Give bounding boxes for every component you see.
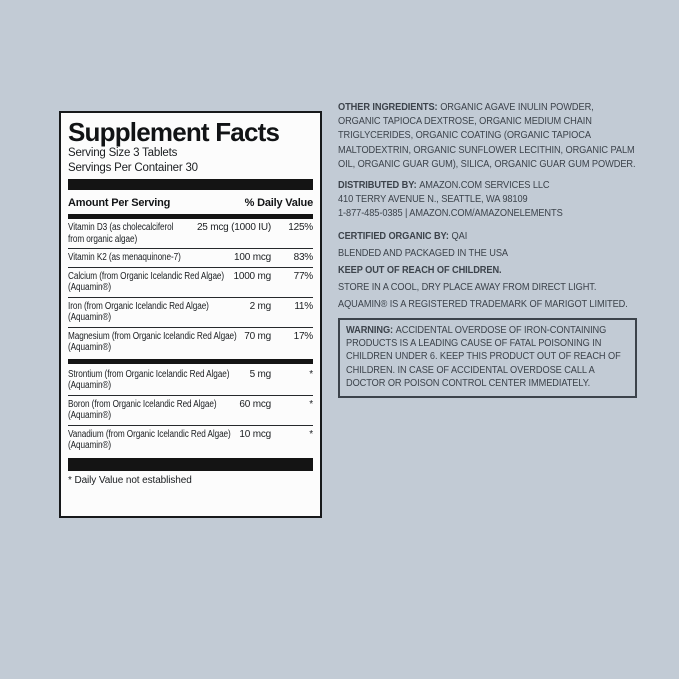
nutrient-name: Vitamin D3 (as cholecalciferol from organic algae)	[68, 222, 174, 245]
other-ingredients	[338, 100, 637, 171]
nutrient-name: Calcium (from Organic Icelandic Red Algae) (Aquamin®)	[68, 270, 225, 293]
nutrient-name: Iron (from Organic Icelandic Red Algae) (Aquamin®)	[68, 300, 209, 323]
warning-label: WARNING:	[346, 323, 394, 336]
iron-warning-text	[346, 324, 629, 391]
nutrient-name: Vitamin K2 (as menaquinone-7)	[68, 252, 181, 263]
nutrient-daily-value: 77%	[293, 270, 313, 282]
nutrient-daily-value: 83%	[293, 252, 313, 263]
nutrient-amount: 60 mcg	[239, 398, 271, 410]
servings-per-container: Servings Per Container 30	[68, 161, 198, 174]
nutrient-amount: 2 mg	[249, 300, 271, 312]
certified-organic-label: CERTIFIED ORGANIC BY:	[338, 229, 449, 242]
nutrient-amount: 100 mcg	[234, 252, 271, 263]
nutrient-daily-value: 17%	[293, 330, 313, 342]
certified-organic-value: QAI	[451, 229, 468, 242]
distributor-address: 410 TERRY AVENUE N., SEATTLE, WA 98109	[338, 193, 528, 206]
distributor-contact: 1-877-485-0385 | AMAZON.COM/AMAZONELEMENTS	[338, 207, 563, 220]
other-ingredients-text: ORGANIC AGAVE INULIN POWDER, ORGANIC TAPIOCA DEXTROSE, ORGANIC MEDIUM CHAIN TRIGLYCERIDES, ORGANIC COATING (ORGANIC TAPIOCA MALTODEXTRIN, ORGANIC SUNFLOWER LECITHIN, ORGANIC PALM OIL, ORGANIC GUAR GUM), SILICA, ORGANIC GUAR GUM POWDER.	[338, 101, 636, 170]
certified-organic	[338, 229, 637, 243]
nutrient-row	[68, 267, 313, 297]
nutrient-amount: 70 mg	[244, 330, 271, 342]
other-ingredients-label: OTHER INGREDIENTS:	[338, 101, 438, 113]
distributed-by-text: AMAZON.COM SERVICES LLC	[419, 179, 550, 192]
nutrient-daily-value: *	[309, 428, 313, 440]
label-info-panel	[338, 100, 637, 398]
nutrient-row	[68, 327, 313, 357]
distributed-by-block	[338, 178, 637, 221]
nutrient-daily-value: 11%	[294, 300, 313, 312]
nutrient-daily-value: *	[309, 368, 313, 380]
nutrient-name: Boron (from Organic Icelandic Red Algae) (Aquamin®)	[68, 398, 217, 421]
nutrient-row	[68, 395, 313, 425]
nutrient-row	[68, 219, 313, 248]
nutrient-name: Strontium (from Organic Icelandic Red Algae) (Aquamin®)	[68, 368, 230, 391]
supplement-facts-panel	[59, 111, 322, 518]
divider-bar	[68, 179, 313, 190]
nutrient-row	[68, 248, 313, 267]
nutrient-amount: 1000 mg	[233, 270, 271, 282]
nutrient-amount: 10 mcg	[239, 428, 271, 440]
nutrient-row	[68, 425, 313, 455]
nutrient-amount: 25 mcg (1000 IU)	[196, 222, 271, 233]
trademark-note: AQUAMIN® IS A REGISTERED TRADEMARK OF MARIGOT LIMITED.	[338, 298, 628, 311]
nutrient-amount: 5 mg	[249, 368, 271, 380]
blended-packaged-note: BLENDED AND PACKAGED IN THE USA	[338, 246, 508, 259]
nutrient-table-header	[68, 193, 313, 212]
serving-size: Serving Size 3 Tablets	[68, 147, 178, 159]
nutrient-table	[68, 219, 313, 455]
storage-note: STORE IN A COOL, DRY PLACE AWAY FROM DIRECT LIGHT.	[338, 281, 597, 294]
keep-out-of-reach-note: KEEP OUT OF REACH OF CHILDREN.	[338, 264, 502, 277]
distributed-by	[338, 178, 637, 192]
supplement-facts-title: Supplement Facts	[68, 117, 280, 147]
daily-value-header: % Daily Value	[244, 197, 313, 209]
nutrient-name: Vanadium (from Organic Icelandic Red Algae) (Aquamin®)	[68, 428, 231, 451]
warning-body: ACCIDENTAL OVERDOSE OF IRON-CONTAINING PRODUCTS IS A LEADING CAUSE OF FATAL POISONING IN CHILDREN UNDER 6. KEEP THIS PRODUCT OUT OF REACH OF CHILDREN. IN CASE OF ACCIDENTAL OVERDOSE CALL A DOCTOR OR POISON CONTROL CENTER IMMEDIATELY.	[346, 323, 621, 390]
nutrient-daily-value: 125%	[288, 222, 313, 233]
nutrient-row	[68, 297, 313, 327]
amount-per-serving-header: Amount Per Serving	[68, 197, 171, 209]
nutrient-name: Magnesium (from Organic Icelandic Red Algae) (Aquamin®)	[68, 330, 237, 353]
nutrient-row	[68, 366, 313, 395]
nutrient-daily-value: *	[309, 398, 313, 410]
distributed-by-label: DISTRIBUTED BY:	[338, 179, 417, 192]
daily-value-footnote: * Daily Value not established	[68, 474, 192, 486]
divider-bar	[68, 458, 313, 471]
divider-bar	[68, 359, 313, 364]
iron-warning-box	[338, 318, 637, 398]
